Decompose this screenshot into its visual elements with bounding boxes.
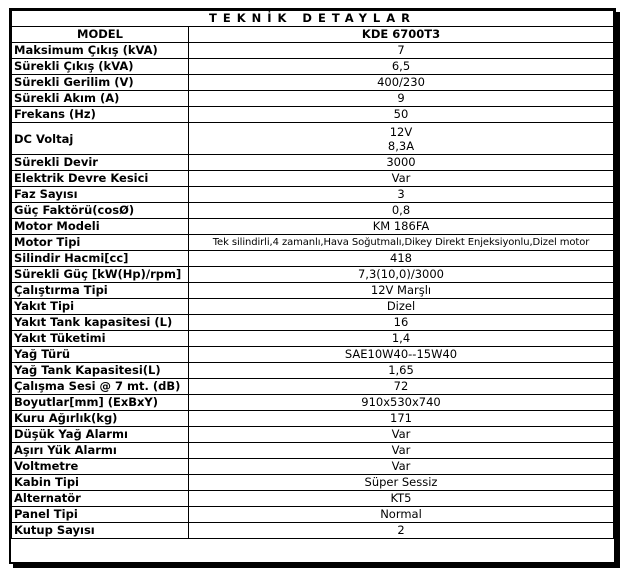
spec-value: 6,5: [189, 59, 614, 75]
spec-label: Voltmetre: [12, 459, 189, 475]
spec-value: 1,65: [189, 363, 614, 379]
table-row: [12, 75, 614, 91]
spec-label: Boyutlar[mm] (ExBxY): [12, 395, 189, 411]
table-row: [12, 43, 614, 59]
spec-value: 72: [189, 379, 614, 395]
spec-value: Var: [189, 171, 614, 187]
spec-label: Çalıştırma Tipi: [12, 283, 189, 299]
spec-label: Sürekli Akım (A): [12, 91, 189, 107]
spec-label: Panel Tipi: [12, 507, 189, 523]
spec-value: SAE10W40--15W40: [189, 347, 614, 363]
spec-label: Yakıt Tipi: [12, 299, 189, 315]
spec-label: Kuru Ağırlık(kg): [12, 411, 189, 427]
spec-value: Tek silindirli,4 zamanlı,Hava Soğutmalı,Dikey Direkt Enjeksiyonlu,Dizel motor: [189, 235, 614, 251]
table-row: [12, 59, 614, 75]
table-row: [12, 411, 614, 427]
table-row: [12, 491, 614, 507]
spec-label: Yağ Tank Kapasitesi(L): [12, 363, 189, 379]
table-row: [12, 283, 614, 299]
spec-value: 9: [189, 91, 614, 107]
spec-table: [11, 10, 614, 539]
spec-value: 910x530x740: [189, 395, 614, 411]
spec-label: Yağ Türü: [12, 347, 189, 363]
spec-label: Güç Faktörü(cosØ): [12, 203, 189, 219]
table-row: [12, 155, 614, 171]
spec-label: Kabin Tipi: [12, 475, 189, 491]
spec-value: 3: [189, 187, 614, 203]
table-title: TEKNİK DETAYLAR: [12, 11, 614, 27]
spec-value: 50: [189, 107, 614, 123]
spec-value: 400/230: [189, 75, 614, 91]
spec-value: 0,8: [189, 203, 614, 219]
table-row: [12, 427, 614, 443]
spec-label: DC Voltaj: [12, 123, 189, 155]
spec-label: Sürekli Gerilim (V): [12, 75, 189, 91]
table-row: [12, 331, 614, 347]
table-row: [12, 459, 614, 475]
spec-label: Sürekli Devir: [12, 155, 189, 171]
spec-label: Frekans (Hz): [12, 107, 189, 123]
spec-label: Yakıt Tank kapasitesi (L): [12, 315, 189, 331]
spec-value: 16: [189, 315, 614, 331]
table-row: [12, 267, 614, 283]
spec-value: Süper Sessiz: [189, 475, 614, 491]
table-row: [12, 363, 614, 379]
spec-label: Motor Modeli: [12, 219, 189, 235]
spec-label: Sürekli Çıkış (kVA): [12, 59, 189, 75]
spec-label: Yakıt Tüketimi: [12, 331, 189, 347]
spec-label: Elektrik Devre Kesici: [12, 171, 189, 187]
header-value: KDE 6700T3: [189, 27, 614, 43]
table-row: [12, 475, 614, 491]
table-row: [12, 395, 614, 411]
spec-label: Sürekli Güç [kW(Hp)/rpm]: [12, 267, 189, 283]
spec-label: Çalışma Sesi @ 7 mt. (dB): [12, 379, 189, 395]
spec-label: Düşük Yağ Alarmı: [12, 427, 189, 443]
spec-value: 7,3(10,0)/3000: [189, 267, 614, 283]
spec-value: KT5: [189, 491, 614, 507]
spec-label: Maksimum Çıkış (kVA): [12, 43, 189, 59]
spec-label: Silindir Hacmi[cc]: [12, 251, 189, 267]
table-row: [12, 443, 614, 459]
table-row: [12, 123, 614, 155]
spec-label: Aşırı Yük Alarmı: [12, 443, 189, 459]
header-row: [12, 27, 614, 43]
spec-label: Alternatör: [12, 491, 189, 507]
spec-value: Var: [189, 427, 614, 443]
table-row: [12, 523, 614, 539]
spec-value-line: 12V: [389, 124, 413, 139]
spec-value: 7: [189, 43, 614, 59]
table-row: [12, 219, 614, 235]
spec-value: [189, 123, 614, 155]
table-row: [12, 203, 614, 219]
title-row: [12, 11, 614, 27]
table-row: [12, 235, 614, 251]
table-row: [12, 379, 614, 395]
spec-label: Faz Sayısı: [12, 187, 189, 203]
spec-value: Dizel: [189, 299, 614, 315]
table-row: [12, 507, 614, 523]
spec-label: Motor Tipi: [12, 235, 189, 251]
table-row: [12, 299, 614, 315]
spec-value: 12V Marşlı: [189, 283, 614, 299]
spec-value: KM 186FA: [189, 219, 614, 235]
header-label: MODEL: [12, 27, 189, 43]
table-row: [12, 315, 614, 331]
table-row: [12, 107, 614, 123]
spec-value: 1,4: [189, 331, 614, 347]
spec-sheet: [9, 8, 616, 564]
spec-label: Kutup Sayısı: [12, 523, 189, 539]
table-row: [12, 347, 614, 363]
table-row: [12, 171, 614, 187]
table-row: [12, 91, 614, 107]
spec-value: Normal: [189, 507, 614, 523]
table-row: [12, 251, 614, 267]
spec-value: 418: [189, 251, 614, 267]
spec-value-line: 8,3A: [387, 138, 415, 153]
table-row: [12, 187, 614, 203]
spec-value: 3000: [189, 155, 614, 171]
spec-value: 2: [189, 523, 614, 539]
spec-value: 171: [189, 411, 614, 427]
spec-value: Var: [189, 443, 614, 459]
spec-value: Var: [189, 459, 614, 475]
